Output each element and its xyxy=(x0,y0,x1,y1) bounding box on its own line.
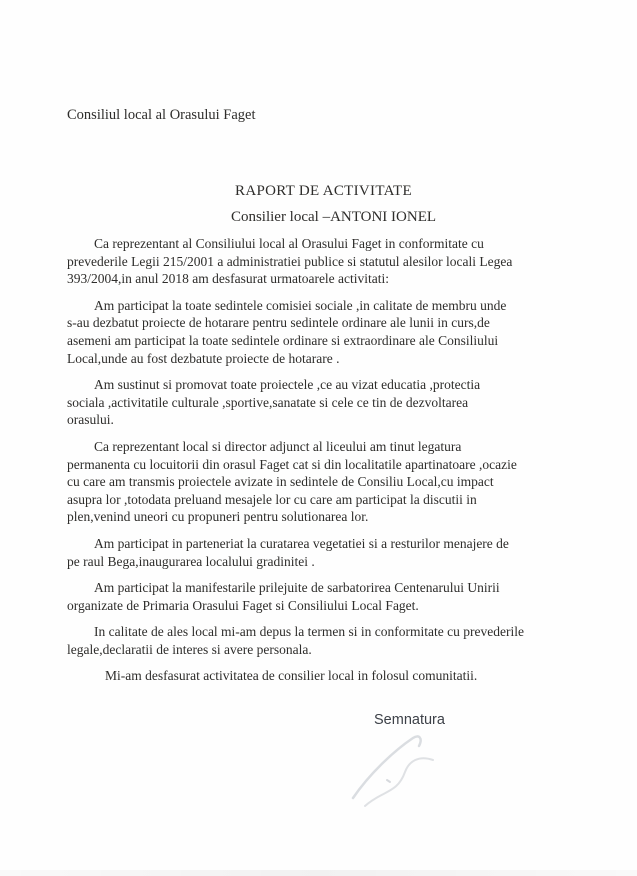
signature-label: Semnatura xyxy=(374,712,445,728)
text-line: prevederile Legii 215/2001 a administratiei publice si statutul alesilor locali Legea xyxy=(67,253,513,269)
text-line: Am participat la toate sedintele comisiei sociale ,in calitate de membru unde xyxy=(94,297,507,313)
text-line: Ca reprezentant al Consiliului local al Orasului Faget in conformitate cu xyxy=(94,236,484,251)
signature-scribble xyxy=(335,728,495,818)
report-subtitle: Consilier local –ANTONI IONEL xyxy=(230,209,437,225)
paragraph-parteneriat xyxy=(67,535,607,570)
text-line: In calitate de ales local mi-am depus la termen si in conformitate cu prevederile xyxy=(94,624,524,640)
text-line: organizate de Primaria Orasului Faget si Consiliului Local Faget. xyxy=(67,597,419,613)
text-line: Local,unde au fost dezbatute proiecte de hotarare . xyxy=(67,350,340,366)
text-line: Ca reprezentant local si director adjunct al liceului am tinut legatura xyxy=(94,438,462,454)
text-line: s-au dezbatut proiecte de hotarare pentru sedintele ordinare ale lunii in curs,de xyxy=(67,315,490,331)
report-body xyxy=(67,235,607,694)
text-line: Am participat la manifestarile prilejuite de sarbatorirea Centenarului Unirii xyxy=(94,580,500,596)
paragraph-centenar xyxy=(67,579,607,614)
text-line: asemeni am participat la toate sedintele ordinare si extraordinare ale Consiliului xyxy=(67,332,499,348)
text-line: Am participat in parteneriat la curatarea vegetatiei si a resturilor menajere de xyxy=(94,535,509,551)
report-title: RAPORT DE ACTIVITATE xyxy=(235,183,412,199)
text-line: legale,declaratii de interes si avere personala. xyxy=(67,641,312,657)
text-line: 393/2004,in anul 2018 am desfasurat urmatoarele activitati: xyxy=(67,271,390,287)
text-line: pe raul Bega,inaugurarea localului gradinitei . xyxy=(67,553,315,569)
text-line: orasului. xyxy=(67,412,114,428)
text-line: plen,venind uneori cu propuneri pentru solutionarea lor. xyxy=(67,509,369,525)
text-line: cu care am transmis proiectele avizate in sedintele de Consiliu Local,cu impact xyxy=(67,474,494,490)
paragraph-reprezentant xyxy=(67,438,607,526)
paragraph-sedinte xyxy=(67,297,607,367)
text-line: Mi-am desfasurat activitatea de consilier local in folosul comunitatii. xyxy=(105,668,478,684)
scan-artifact xyxy=(0,870,637,876)
text-line: Am sustinut si promovat toate proiectele ,ce au vizat educatia ,protectia xyxy=(94,377,481,393)
organization-line: Consiliul local al Orasului Faget xyxy=(67,107,256,123)
paragraph-declaratii xyxy=(67,623,607,658)
paragraph-proiecte xyxy=(67,376,607,429)
text-line: asupra lor ,totodata preluand mesajele lor cu care am participat la discutii in xyxy=(67,491,477,507)
paragraph-incheiere xyxy=(67,667,607,685)
text-line: sociala ,activitatile culturale ,sportive,sanatate si cele ce tin de dezvoltarea xyxy=(67,394,469,410)
text-line: permanenta cu locuitorii din orasul Faget cat si din localitatile apartinatoare ,ocazie xyxy=(67,456,517,472)
paragraph-intro xyxy=(67,235,607,288)
